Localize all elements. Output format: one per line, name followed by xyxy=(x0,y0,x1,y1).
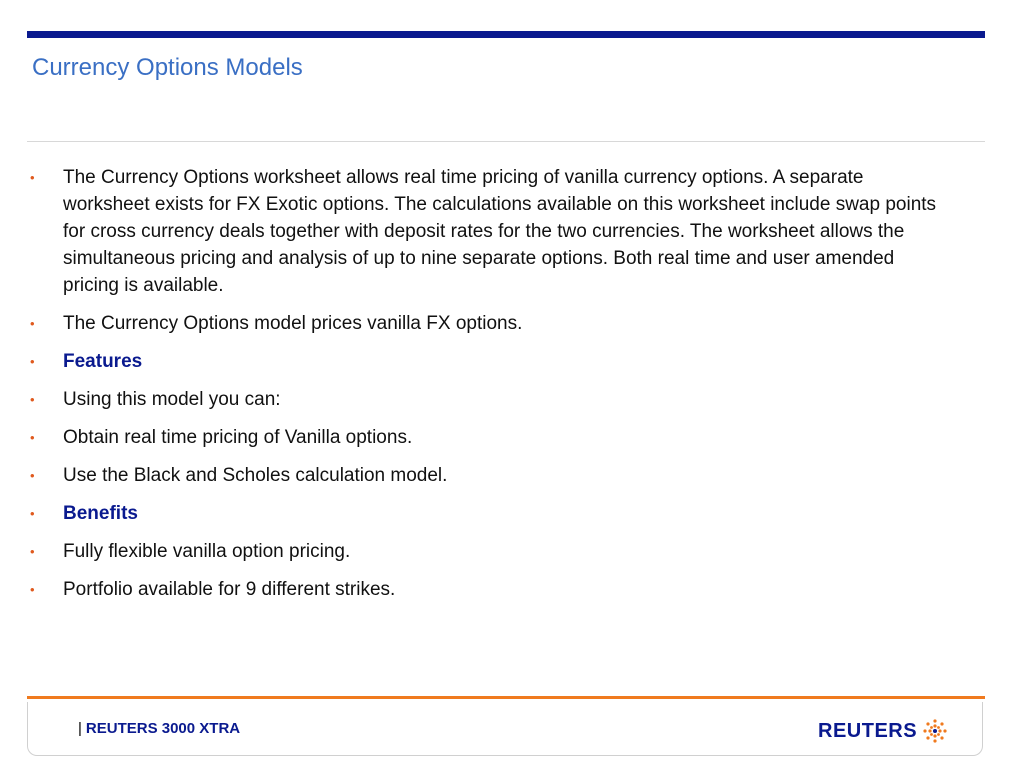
footer-separator: | xyxy=(78,720,82,737)
product-name-text: REUTERS 3000 XTRA xyxy=(85,720,241,737)
footer-divider xyxy=(27,696,985,699)
title-divider xyxy=(27,141,985,142)
bullet-dot-icon: • xyxy=(30,392,35,407)
bullet-dot-icon: • xyxy=(30,170,35,185)
bullet-heading-features: • Features xyxy=(30,348,950,375)
bullet-dot-icon: • xyxy=(30,468,35,483)
bullet-dot-icon: • xyxy=(30,430,35,445)
slide-title: Currency Options Models xyxy=(32,54,303,81)
bullet-item: • Portfolio available for 9 different strikes. xyxy=(30,576,950,603)
bullet-heading-benefits: • Benefits xyxy=(30,500,950,527)
reuters-logo xyxy=(818,718,947,744)
bullet-dot-icon: • xyxy=(30,582,35,597)
bullet-item: • Obtain real time pricing of Vanilla options. xyxy=(30,424,950,451)
bullet-list xyxy=(30,164,950,614)
header-bar xyxy=(27,31,985,38)
logo-text: REUTERS xyxy=(818,719,918,742)
bullet-item: • Fully flexible vanilla option pricing. xyxy=(30,538,950,565)
bullet-item: • Using this model you can: xyxy=(30,386,950,413)
bullet-item: • Use the Black and Scholes calculation model. xyxy=(30,462,950,489)
product-name xyxy=(78,720,240,737)
reuters-dot-globe-icon xyxy=(923,719,947,743)
bullet-dot-icon: • xyxy=(30,544,35,559)
bullet-dot-icon: • xyxy=(30,316,35,331)
bullet-item: • The Currency Options model prices vanilla FX options. xyxy=(30,310,950,337)
bullet-dot-icon: • xyxy=(30,354,35,369)
bullet-item: • The Currency Options worksheet allows real time pricing of vanilla currency options. A separate worksheet exists for FX Exotic options. The calculations available on this worksheet include swap points for cross currency deals together with deposit rates for the two currencies. The worksheet allows the simultaneous pricing and analysis of up to nine separate options. Both real time and user amended pricing is available. xyxy=(30,164,950,299)
bullet-dot-icon: • xyxy=(30,506,35,521)
